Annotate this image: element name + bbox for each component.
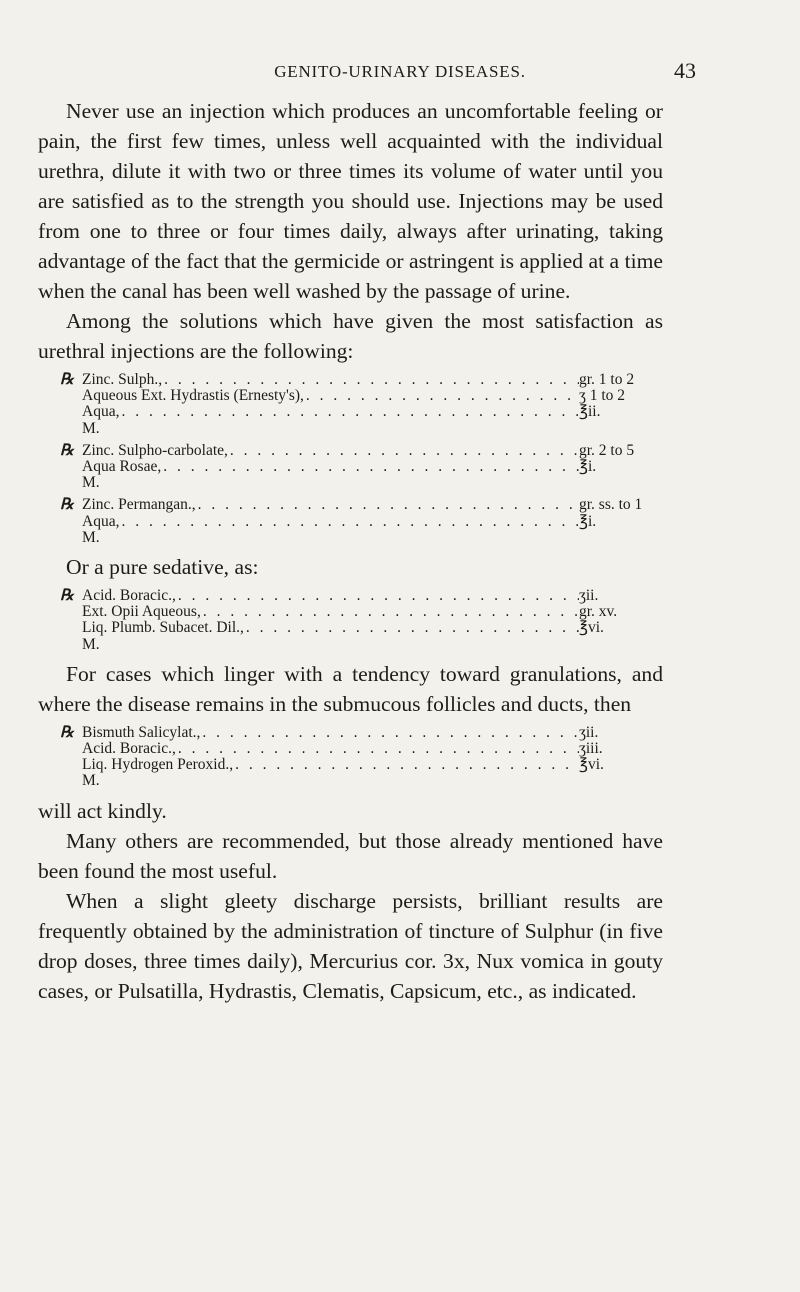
rx-quantity: ʒiii.: [579, 741, 603, 758]
paragraph-6: Many others are recommended, but those already mentioned have been found the most useful.: [38, 828, 663, 883]
rx-misce: M.: [82, 772, 100, 790]
leader-dots: [200, 725, 579, 741]
paragraph-3: Or a pure sedative, as:: [66, 555, 259, 580]
rx-quantity: gr. 1 to 2: [579, 372, 635, 388]
rx-line: [60, 497, 645, 513]
page-header: [0, 58, 800, 92]
rx-line: [60, 514, 645, 530]
running-head: GENITO-URINARY DISEASES.: [274, 62, 526, 81]
rx-ingredient: Liq. Hydrogen Peroxid.,: [82, 757, 234, 774]
leader-dots: [233, 757, 579, 773]
rx-line: [60, 372, 645, 388]
leader-dots: [176, 588, 579, 604]
rx-ingredient: Ext. Opii Aqueous,: [82, 604, 201, 621]
rx-line: [60, 620, 645, 636]
body-text: [38, 96, 663, 1006]
prescription-1: [60, 372, 645, 437]
rx-line: [60, 741, 645, 757]
rx-ingredient: Aqua Rosae,: [82, 459, 162, 476]
leader-dots: [176, 741, 579, 757]
rx-ingredient: Zinc. Sulpho-carbolate,: [82, 442, 228, 459]
rx-line: [60, 604, 645, 620]
rx-quantity: gr. 2 to 5: [579, 442, 635, 459]
rx-symbol: ℞: [60, 442, 74, 459]
prescription-4: [60, 588, 645, 653]
rx-quantity: ℥vi.: [579, 620, 604, 637]
leader-dots: [162, 372, 579, 388]
paragraph-1: Never use an injection which produces an uncomfortable feeling or pain, the first few times, unless well acquainted with the individual urethra, dilute it with two or three times its volume of water until you are satisfied as to the strength you should use. Injections may be used from one to three or four times daily, always after urinating, taking advantage of the fact that the germicide or astringent is applied at a time when the canal has been well washed by the passage of urine.: [38, 99, 663, 303]
leader-dots: [244, 620, 579, 636]
rx-quantity: ʒii.: [579, 724, 599, 741]
rx-ingredient: Bismuth Salicylat.,: [82, 724, 201, 741]
rx-ingredient: Zinc. Sulph.,: [82, 372, 163, 388]
rx-ingredient: Aqua,: [82, 513, 120, 530]
page-number: 43: [674, 58, 696, 83]
rx-quantity: gr. xv.: [579, 604, 618, 621]
leader-dots: [228, 443, 579, 459]
rx-ingredient: Aqueous Ext. Hydrastis (Ernesty's),: [82, 388, 304, 405]
rx-symbol: ℞: [60, 588, 74, 605]
rx-ingredient: Liq. Plumb. Subacet. Dil.,: [82, 620, 244, 637]
rx-line: [60, 443, 645, 459]
leader-dots: [196, 497, 579, 513]
rx-line: [60, 459, 645, 475]
rx-quantity: ℥ii.: [579, 404, 601, 421]
rx-line: [60, 388, 645, 404]
rx-ingredient: Zinc. Permangan.,: [82, 497, 196, 514]
rx-symbol: ℞: [60, 372, 74, 388]
rx-quantity: gr. ss. to 1: [579, 497, 643, 514]
rx-misce: M.: [82, 419, 100, 437]
rx-quantity: ℥vi.: [579, 757, 604, 774]
leader-dots: [304, 388, 579, 404]
leader-dots: [161, 459, 579, 475]
leader-dots: [119, 404, 579, 420]
rx-misce: M.: [82, 528, 100, 546]
rx-line: [60, 725, 645, 741]
rx-quantity: ʒ 1 to 2: [579, 388, 626, 405]
rx-ingredient: Acid. Boracic.,: [82, 588, 176, 605]
rx-line: [60, 757, 645, 773]
leader-dots: [119, 514, 579, 530]
paragraph-5: will act kindly.: [38, 798, 167, 823]
rx-symbol: ℞: [60, 497, 74, 514]
rx-symbol: ℞: [60, 724, 74, 741]
rx-line: [60, 404, 645, 420]
rx-quantity: ℥i.: [579, 459, 597, 476]
rx-line: [60, 588, 645, 604]
rx-ingredient: Aqua,: [82, 404, 120, 421]
rx-quantity: ℥i.: [579, 513, 597, 530]
paragraph-7: When a slight gleety discharge persists, brilliant results are frequently obtained by the administration of tincture of Sulphur (in five drop doses, three times daily), Mercurius cor. 3x, Nux vomica in gouty cases, or Pulsatilla, Hydrastis, Clematis, Capsicum, etc., as indicated.: [38, 888, 663, 1003]
prescription-5: [60, 725, 645, 790]
prescription-3: [60, 497, 645, 546]
paragraph-4: For cases which linger with a tendency toward granulations, and where the disease remains in the submucous follicles and ducts, then: [38, 661, 663, 716]
rx-ingredient: Acid. Boracic.,: [82, 741, 176, 758]
rx-quantity: ʒii.: [579, 588, 599, 605]
rx-misce: M.: [82, 635, 100, 653]
leader-dots: [201, 604, 579, 620]
prescription-2: [60, 443, 645, 492]
rx-misce: M.: [82, 474, 100, 492]
paragraph-2: Among the solutions which have given the most satisfaction as urethral injections are the following:: [38, 309, 663, 363]
